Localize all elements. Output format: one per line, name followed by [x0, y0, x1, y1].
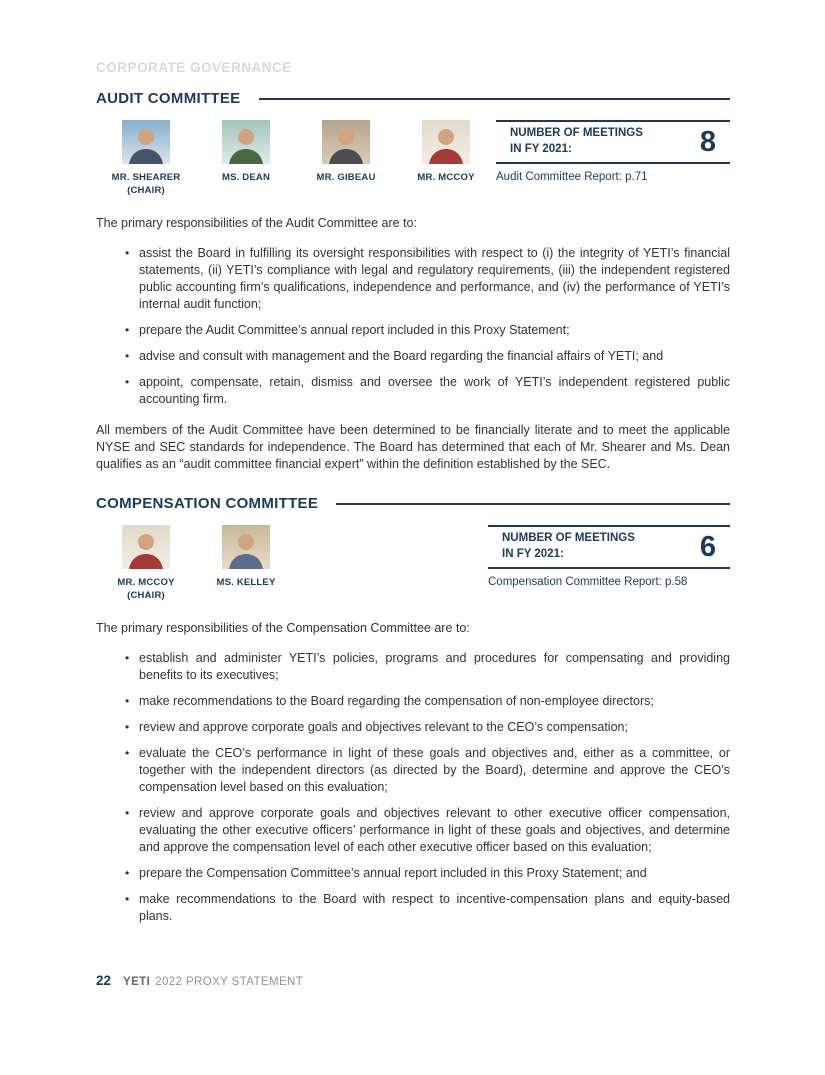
bullet-item: • appoint, compensate, retain, dismiss and oversee the work of YETI’s independent registered public accounting firm. [124, 374, 730, 408]
member-name: MS. DEAN [221, 172, 271, 183]
member-chair-label: (CHAIR) [127, 185, 165, 196]
bullet-item: • make recommendations to the Board regarding the compensation of non-employee directors; [124, 693, 730, 710]
audit-committee-heading [96, 90, 730, 107]
bullet-item: • make recommendations to the Board with respect to incentive-compensation plans and equity-based plans. [124, 891, 730, 925]
compensation-report-link[interactable]: Compensation Committee Report: p.58 [488, 576, 688, 588]
member-name: MR. GIBEAU [316, 172, 376, 183]
meetings-label-line1: NUMBER OF MEETINGS [502, 532, 635, 545]
meetings-count: 6 [699, 530, 716, 563]
member-photo [222, 525, 270, 569]
compensation-intro-paragraph: The primary responsibilities of the Compensation Committee are to: [96, 621, 470, 635]
portrait-silhouette-icon [222, 120, 270, 164]
compensation-committee-title: COMPENSATION COMMITTEE [96, 495, 319, 512]
audit-bullet-list [124, 245, 730, 408]
member-photo [222, 120, 270, 164]
audit-committee-title: AUDIT COMMITTEE [96, 90, 241, 107]
meetings-count: 8 [699, 125, 716, 158]
footer-brand: YETI [123, 976, 151, 988]
member-name: MS. KELLEY [216, 577, 276, 588]
compensation-committee-summary-row [96, 525, 730, 601]
member-chair-label [196, 185, 296, 196]
meetings-label [502, 531, 635, 562]
member-name: MR. MCCOY [117, 577, 175, 588]
compensation-bullet-list [124, 650, 730, 925]
member-card [96, 525, 196, 601]
audit-intro-paragraph: The primary responsibilities of the Audit Committee are to: [96, 216, 417, 230]
compensation-committee-section [96, 495, 730, 925]
portrait-silhouette-icon [322, 120, 370, 164]
audit-meetings-column [496, 120, 730, 183]
footer-doc-title: 2022 PROXY STATEMENT [155, 976, 304, 988]
member-photo [122, 525, 170, 569]
bullet-item: • prepare the Compensation Committee’s annual report included in this Proxy Statement; and [124, 865, 730, 882]
portrait-silhouette-icon [222, 525, 270, 569]
member-name: MR. MCCOY [417, 172, 475, 183]
bullet-item: • review and approve corporate goals and objectives relevant to other executive officer compensation, evaluating the other executive officers’ performance in light of these goals and objectives, and determine and approve the compensation level of each other executive officer based on this evaluation; [124, 805, 730, 856]
member-chair-label: (CHAIR) [127, 590, 165, 601]
member-photo [422, 120, 470, 164]
compensation-meetings-column [488, 525, 730, 588]
meetings-count-box [488, 525, 730, 569]
member-photo [322, 120, 370, 164]
page-number: 22 [96, 973, 112, 988]
member-photo [122, 120, 170, 164]
heading-rule [336, 503, 730, 505]
member-card [96, 120, 196, 196]
bullet-item: • evaluate the CEO’s performance in light of these goals and objectives and, either as a committee, or together with the independent directors (as directed by the Board), determine and approve the CEO’s compensation level based on this evaluation; [124, 745, 730, 796]
compensation-members [96, 525, 296, 601]
member-card [196, 525, 296, 601]
portrait-silhouette-icon [122, 120, 170, 164]
bullet-item: • prepare the Audit Committee’s annual report included in this Proxy Statement; [124, 322, 730, 339]
audit-closing-paragraph: All members of the Audit Committee have been determined to be financially literate and to meet the applicable NYSE and SEC standards for independence. The Board has determined that each of Mr. Shearer and Ms. Dean qualifies as an “audit committee financial expert” within the definition established by the SEC. [96, 423, 730, 471]
meetings-label-line2: IN FY 2021: [510, 143, 572, 155]
audit-report-link[interactable]: Audit Committee Report: p.71 [496, 171, 648, 183]
member-card [196, 120, 296, 196]
audit-committee-summary-row [96, 120, 730, 196]
member-chair-label [196, 590, 296, 601]
audit-committee-section [96, 90, 730, 473]
meetings-label-line1: NUMBER OF MEETINGS [510, 127, 643, 140]
member-card [396, 120, 496, 196]
meetings-label [510, 126, 643, 157]
bullet-item: • review and approve corporate goals and objectives relevant to the CEO’s compensation; [124, 719, 730, 736]
portrait-silhouette-icon [122, 525, 170, 569]
page-footer [96, 973, 303, 988]
member-card [296, 120, 396, 196]
member-name: MR. SHEARER [111, 172, 181, 183]
member-chair-label [296, 185, 396, 196]
member-chair-label [396, 185, 496, 196]
meetings-count-box [496, 120, 730, 164]
portrait-silhouette-icon [422, 120, 470, 164]
audit-members [96, 120, 496, 196]
compensation-committee-heading [96, 495, 730, 512]
heading-rule [259, 98, 731, 100]
bullet-item: • establish and administer YETI’s policies, programs and procedures for compensating and providing benefits to its executives; [124, 650, 730, 684]
meetings-label-line2: IN FY 2021: [502, 548, 564, 560]
bullet-item: • advise and consult with management and the Board regarding the financial affairs of YETI; and [124, 348, 730, 365]
section-eyebrow: CORPORATE GOVERNANCE [96, 60, 292, 75]
bullet-item: • assist the Board in fulfilling its oversight responsibilities with respect to (i) the integrity of YETI’s financial statements, (ii) YETI’s compliance with legal and regulatory requirements, (iii) the independent registered public accounting firm’s qualifications, independence and performance, and (iv) the performance of YETI’s internal audit function; [124, 245, 730, 313]
